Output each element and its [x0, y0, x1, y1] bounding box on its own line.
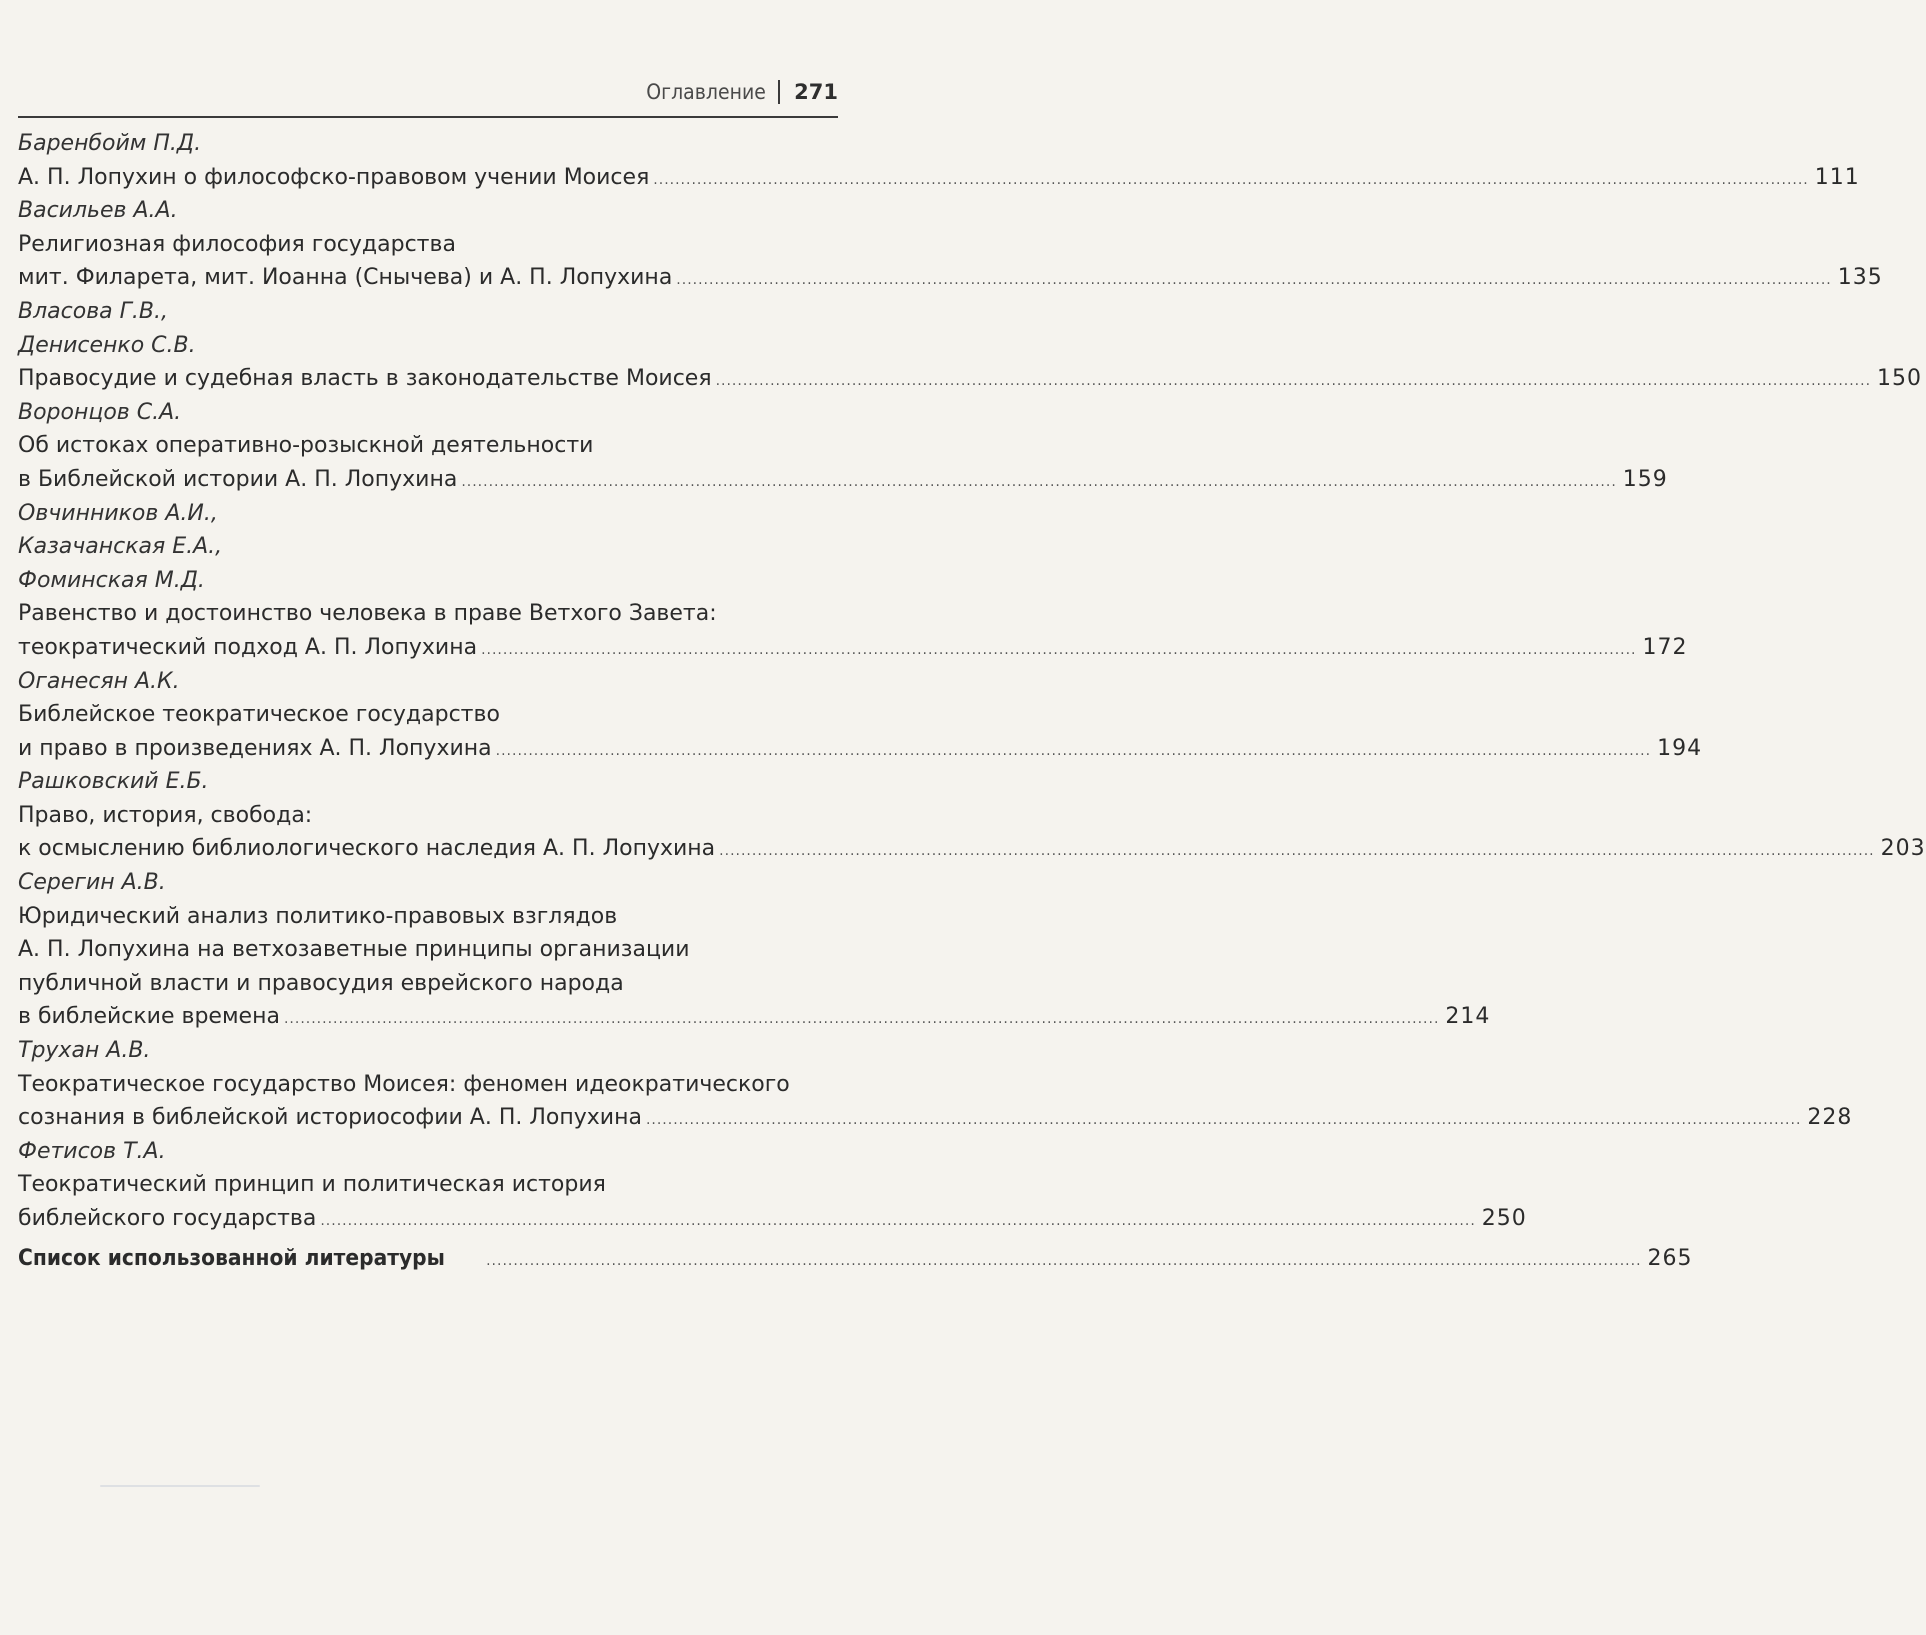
toc-entry	[18, 194, 1883, 295]
toc-title-line: Религиозная философия государства	[18, 231, 456, 257]
running-head-separator	[778, 80, 780, 104]
toc-title-line: Равенство и достоинство человека в праве Ветхого Завета:	[18, 601, 717, 627]
toc-title-last-line	[18, 1101, 1853, 1135]
toc-page-number: 203	[1880, 836, 1926, 862]
toc-title-text: мит. Филарета, мит. Иоанна (Снычева) и А. П. Лопухина	[18, 265, 673, 291]
toc-title-last-line	[18, 631, 1688, 665]
toc-page-number: 194	[1657, 735, 1703, 761]
toc-bibliography-entry	[18, 1242, 1693, 1276]
toc-entry	[18, 1034, 1853, 1135]
toc-title-text: библейского государства	[18, 1206, 317, 1231]
toc-page-number: 172	[1642, 634, 1688, 660]
toc-title-last-line	[18, 261, 1883, 295]
toc-author: Овчинников А.И.,	[18, 500, 218, 526]
toc-title-text: сознания в библейской историософии А. П. Лопухина	[18, 1105, 642, 1131]
toc-title-line: публичной власти и правосудия еврейского народа	[18, 970, 624, 996]
toc-page-number: 250	[1481, 1206, 1527, 1231]
dot-leader	[496, 735, 1651, 769]
toc-title-text: к осмыслению библиологического наследия А. П. Лопухина	[18, 836, 716, 862]
dot-leader	[653, 164, 1808, 198]
toc-page-number: 111	[1814, 164, 1860, 190]
toc-title-line: А. П. Лопухина на ветхозаветные принципы организации	[18, 937, 690, 963]
toc-title-text: и право в произведениях А. П. Лопухина	[18, 735, 492, 761]
page-header	[18, 76, 838, 118]
toc-entry	[18, 866, 1491, 1034]
toc-author: Баренбойм П.Д.	[18, 131, 202, 156]
toc-page-number: 159	[1622, 466, 1668, 492]
toc-author: Оганесян А.К.	[18, 668, 180, 694]
toc-title-text: в библейские времена	[18, 1004, 280, 1030]
toc-author: Фетисов Т.А.	[18, 1138, 166, 1164]
toc-author: Серегин А.В.	[18, 870, 166, 896]
toc-title-text: в Библейской истории А. П. Лопухина	[18, 466, 458, 492]
toc-title-last-line	[18, 161, 1860, 195]
toc-author: Васильев А.А.	[18, 198, 178, 224]
dot-leader	[716, 365, 1871, 399]
toc-title-text: Правосудие и судебная власть в законодательстве Моисея	[18, 366, 712, 392]
dot-leader	[676, 264, 1831, 298]
toc-entry	[18, 665, 1703, 766]
toc-entry	[18, 396, 1668, 497]
paper-smudge	[100, 1485, 260, 1487]
running-head-section: Оглавление	[646, 80, 767, 104]
dot-leader	[481, 634, 1636, 668]
toc-title-last-line	[18, 832, 1926, 866]
toc-title-text: теократический подход А. П. Лопухина	[18, 634, 478, 660]
toc-author: Фоминская М.Д.	[18, 567, 205, 593]
toc-author: Трухан А.В.	[18, 1038, 151, 1064]
running-head	[633, 80, 838, 104]
toc-title-text: А. П. Лопухин о философско-правовом учении Моисея	[18, 164, 650, 190]
toc-page-number: 214	[1445, 1004, 1491, 1030]
toc-author: Власова Г.В.,	[18, 298, 168, 324]
toc-title-last-line	[18, 1000, 1491, 1034]
toc-title-line: Об истоках оперативно-розыскной деятельности	[18, 433, 594, 459]
dot-leader	[284, 1003, 1439, 1037]
dot-leader	[486, 1245, 1641, 1279]
toc-title-line: Теократическое государство Моисея: феномен идеократического	[18, 1071, 790, 1097]
toc-title-line: Теократический принцип и политическая история	[18, 1172, 606, 1198]
toc-title-last-line	[18, 463, 1668, 497]
toc-entry	[18, 295, 1923, 396]
toc-entry	[18, 497, 1688, 665]
toc-author: Казачанская Е.А.,	[18, 534, 223, 560]
toc-entry	[18, 1135, 1527, 1236]
toc-author: Рашковский Е.Б.	[18, 769, 209, 795]
toc-author: Воронцов С.А.	[18, 399, 182, 425]
toc-title-last-line	[18, 362, 1923, 396]
table-of-contents	[18, 127, 1926, 1275]
page-number: 271	[794, 80, 838, 104]
dot-leader	[461, 466, 1616, 500]
toc-page-number: 265	[1647, 1245, 1693, 1271]
toc-entry	[18, 127, 1860, 194]
dot-leader	[646, 1104, 1801, 1138]
dot-leader	[719, 835, 1874, 869]
toc-author: Денисенко С.В.	[18, 332, 196, 358]
toc-title-last-line	[18, 1202, 1527, 1236]
toc-page-number: 150	[1877, 366, 1923, 392]
toc-page-number: 135	[1837, 265, 1883, 291]
dot-leader	[320, 1205, 1475, 1239]
toc-title-line: Право, история, свобода:	[18, 802, 313, 828]
toc-title-line: Библейское теократическое государство	[18, 702, 500, 728]
toc-entry	[18, 765, 1926, 866]
toc-title-last-line	[18, 732, 1703, 766]
bibliography-label: Список использованной литературы	[18, 1245, 445, 1271]
toc-page-number: 228	[1807, 1105, 1853, 1131]
toc-title-line: Юридический анализ политико-правовых взглядов	[18, 903, 618, 929]
